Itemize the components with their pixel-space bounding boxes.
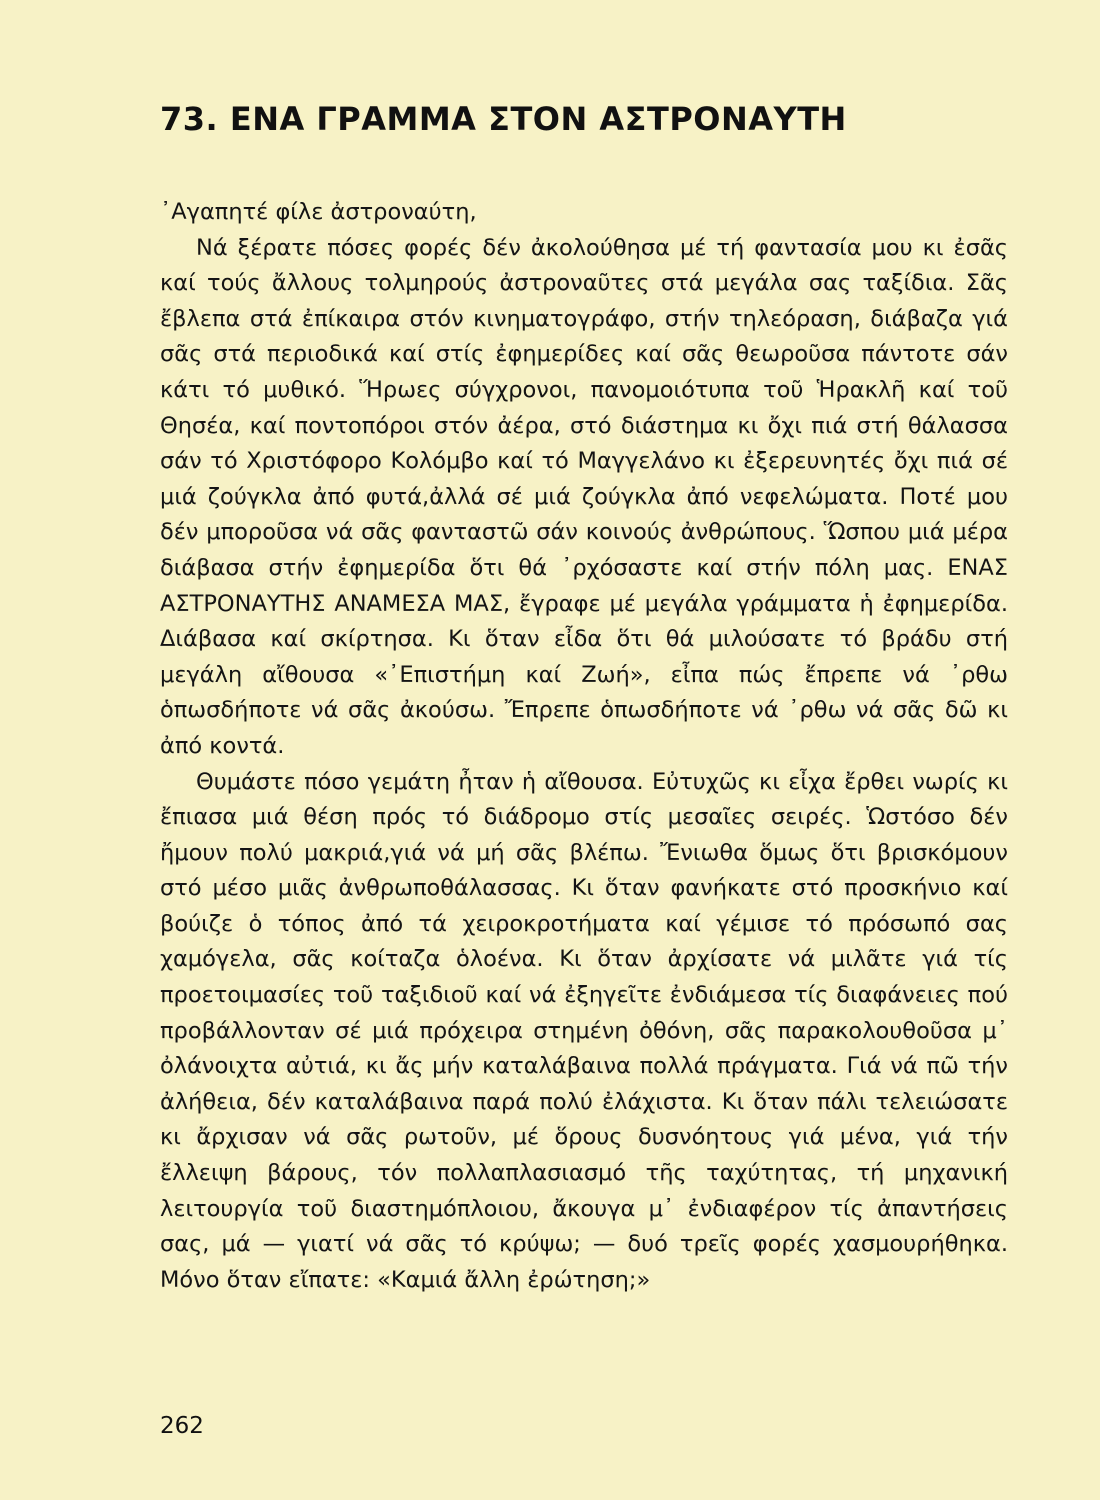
page-number: 262 xyxy=(160,1413,204,1439)
paragraph: Θυμάστε πόσο γεμάτη ἦταν ἡ αἴθουσα. Εὐτυχῶς κι εἶχα ἔρθει νωρίς κι ἔπιασα μιά θέση πρός τό διάδρομο στίς μεσαῖες σειρές. Ὡστόσο δέν ἤμουν πολύ μακριά,γιά νά μή σᾶς βλέπω. Ἔνιωθα ὅμως ὅτι βρισκόμουν στό μέσο μιᾶς ἀνθρωποθάλασσας. Κι ὅταν φανήκατε στό προσκήνιο καί βούιζε ὁ τόπος ἀπό τά χειροκροτήματα καί γέμισε τό πρόσωπό σας χαμόγελα, σᾶς κοίταζα ὁλοένα. Κι ὅταν ἀρχίσατε νά μιλᾶτε γιά τίς προετοιμασίες τοῦ ταξιδιοῦ καί νά ἐξηγεῖτε ἐνδιάμεσα τίς διαφάνειες πού προβάλλονταν σέ μιά πρόχειρα στημένη ὀθόνη, σᾶς παρακολουθοῦσα μ᾿ ὀλάνοιχτα αὐτιά, κι ἄς μήν καταλάβαινα πολλά πράγματα. Γιά νά πῶ τήν ἀλήθεια, δέν καταλάβαινα παρά πολύ ἐλάχιστα. Κι ὅταν πάλι τελειώσατε κι ἄρχισαν νά σᾶς ρωτοῦν, μέ ὅρους δυσνόητους γιά μένα, γιά τήν ἔλλειψη βάρους, τόν πολλαπλασιασμό τῆς ταχύτητας, τή μηχανική λειτουργία τοῦ διαστημόπλοιου, ἄκουγα μ᾿ ἐνδιαφέρον τίς ἀπαντήσεις σας, μά — γιατί νά σᾶς τό κρύψω; — δυό τρεῖς φορές χασμουρήθηκα. Μόνο ὅταν εἴπατε: «Καμιά ἄλλη ἐρώτηση;» xyxy=(160,768,1008,1293)
letter-body xyxy=(160,195,1008,1298)
salutation: ᾿Αγαπητέ φίλε ἀστροναύτη, xyxy=(160,199,477,225)
chapter-heading: 73. ΕΝΑ ΓΡΑΜΜΑ ΣΤΟΝ ΑΣΤΡΟΝΑΥΤΗ xyxy=(160,100,847,138)
paragraph: Νά ξέρατε πόσες φορές δέν ἀκολούθησα μέ τή φαντασία μου κι ἐσᾶς καί τούς ἄλλους τολμηρούς ἀστροναῦτες στά μεγάλα σας ταξίδια. Σᾶς ἔβλεπα στά ἐπίκαιρα στόν κινηματογράφο, στήν τηλεόραση, διάβαζα γιά σᾶς στά περιοδικά καί στίς ἐφημερίδες καί σᾶς θεωροῦσα πάντοτε σάν κάτι τό μυθικό. Ἥρωες σύγχρονοι, πανομοιότυπα τοῦ Ἡρακλῆ καί τοῦ Θησέα, καί ποντοπόροι στόν ἀέρα, στό διάστημα κι ὄχι πιά στή θάλασσα σάν τό Χριστόφορο Κολόμβο καί τό Μαγγελάνο κι ἐξερευνητές ὄχι πιά σέ μιά ζούγκλα ἀπό φυτά,ἀλλά σέ μιά ζούγκλα ἀπό νεφελώματα. Ποτέ μου δέν μποροῦσα νά σᾶς φανταστῶ σάν κοινούς ἀνθρώπους. Ὥσπου μιά μέρα διάβασα στήν ἐφημερίδα ὅτι θά ᾿ρχόσαστε καί στήν πόλη μας. ΕΝΑΣ ΑΣΤΡΟΝΑΥΤΗΣ ΑΝΑΜΕΣΑ ΜΑΣ, ἔγραφε μέ μεγάλα γράμματα ἡ ἐφημερίδα. Διάβασα καί σκίρτησα. Κι ὅταν εἶδα ὅτι θά μιλούσατε τό βράδυ στή μεγάλη αἴθουσα «᾿Επιστήμη καί Ζωή», εἶπα πώς ἔπρεπε νά ᾿ρθω ὁπωσδήποτε νά σᾶς ἀκούσω. Ἔπρεπε ὁπωσδήποτε νά ᾿ρθω νά σᾶς δῶ κι ἀπό κοντά. xyxy=(160,234,1008,759)
